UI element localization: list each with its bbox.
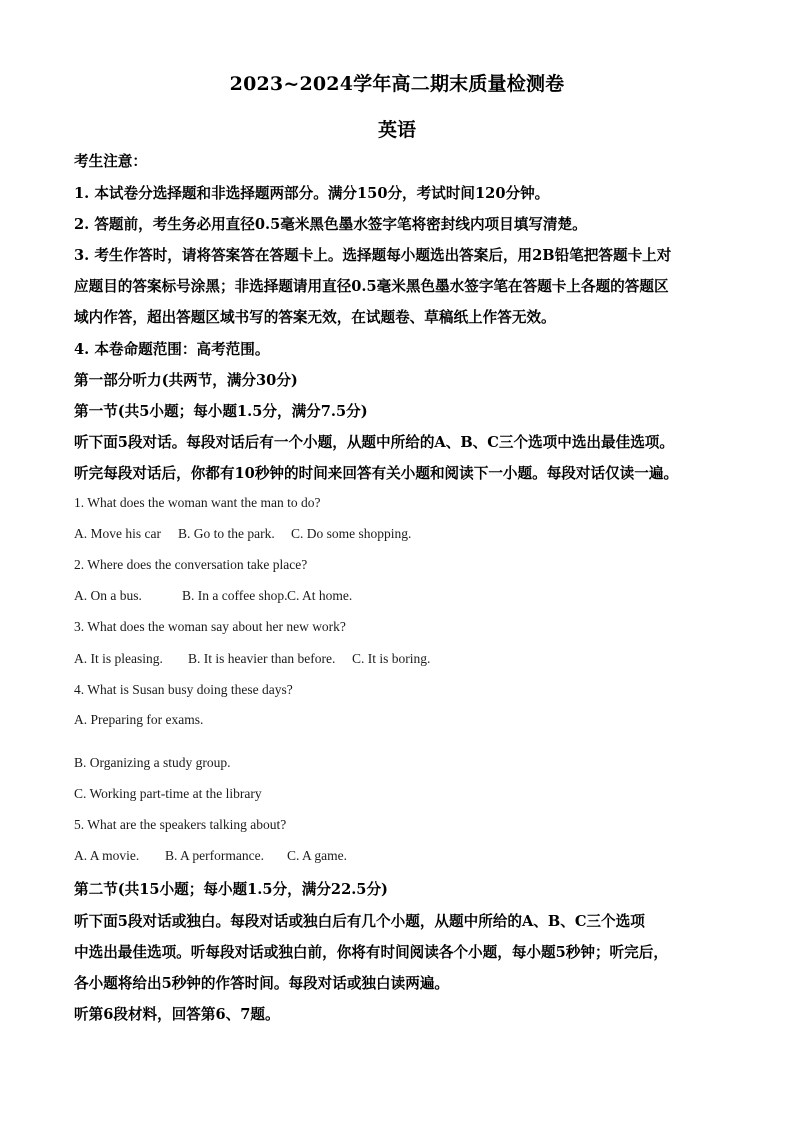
option-b: B. Organizing a study group. <box>74 755 231 770</box>
section2-heading: 第二节(共15小题；每小题1.5分，满分22.5分) <box>74 881 388 898</box>
option-c: C. It is boring. <box>352 651 431 666</box>
option-a: A. Move his car <box>74 526 161 541</box>
subject-title: 英语 <box>377 119 416 141</box>
option-a: A. It is pleasing. <box>74 651 163 666</box>
option-c: C. At home. <box>287 588 353 603</box>
options-5 <box>74 848 347 864</box>
question-1: 1. What does the woman want the man to do? <box>74 495 321 510</box>
notice-item: 1. 本试卷分选择题和非选择题两部分。满分150分，考试时间120分钟。 <box>74 185 550 202</box>
section2-instruction: 各小题将给出5秒钟的作答时间。每段对话或独白读两遍。 <box>74 975 450 992</box>
options-1 <box>74 526 411 542</box>
section2-instruction: 中选出最佳选项。听每段对话或独白前，你将有时间阅读各个小题，每小题5秒钟；听完后， <box>74 944 668 961</box>
section1-heading: 第一节(共5小题；每小题1.5分，满分7.5分) <box>74 403 368 420</box>
passage-note: 听第6段材料，回答第6、7题。 <box>74 1006 280 1023</box>
option-a: A. A movie. <box>74 848 140 863</box>
notice-item: 应题目的答案标号涂黑；非选择题请用直径0.5毫米黑色墨水签字笔在答题卡上各题的答题区 <box>74 278 669 295</box>
section1-instruction: 听下面5段对话。每段对话后有一个小题，从题中所给的A、B、C三个选项中选出最佳选项。 <box>74 434 674 451</box>
section2-instruction: 听下面5段对话或独白。每段对话或独白后有几个小题，从题中所给的A、B、C三个选项 <box>74 913 645 930</box>
question-4: 4. What is Susan busy doing these days? <box>74 682 293 697</box>
question-3: 3. What does the woman say about her new work? <box>74 619 346 634</box>
question-5: 5. What are the speakers talking about? <box>74 817 287 832</box>
option-b: B. A performance. <box>165 848 264 863</box>
question-2: 2. Where does the conversation take place? <box>74 557 308 572</box>
part1-heading: 第一部分听力(共两节，满分30分) <box>74 372 298 389</box>
options-2 <box>74 588 352 604</box>
notice-item: 2. 答题前，考生务必用直径0.5毫米黑色墨水签字笔将密封线内项目填写清楚。 <box>74 216 587 233</box>
notice-item: 3. 考生作答时，请将答案答在答题卡上。选择题每小题选出答案后，用2B铅笔把答题卡上对 <box>74 247 672 264</box>
options-3 <box>74 651 430 667</box>
option-b: B. It is heavier than before. <box>188 651 336 666</box>
exam-title: 2023~2024学年高二期末质量检测卷 <box>229 73 565 95</box>
notice-item: 4. 本卷命题范围：高考范围。 <box>74 341 270 358</box>
section1-instruction: 听完每段对话后，你都有10秒钟的时间来回答有关小题和阅读下一小题。每段对话仅读一遍。 <box>74 465 679 482</box>
option-c: C. A game. <box>287 848 347 863</box>
notice-heading: 考生注意： <box>74 153 147 170</box>
option-b: B. Go to the park. <box>178 526 275 541</box>
option-a: A. Preparing for exams. <box>74 712 204 727</box>
option-b: B. In a coffee shop. <box>182 588 288 603</box>
option-a: A. On a bus. <box>74 588 142 603</box>
option-c: C. Working part-time at the library <box>74 786 262 801</box>
option-c: C. Do some shopping. <box>291 526 412 541</box>
notice-item: 域内作答，超出答题区域书写的答案无效，在试题卷、草稿纸上作答无效。 <box>74 309 556 326</box>
